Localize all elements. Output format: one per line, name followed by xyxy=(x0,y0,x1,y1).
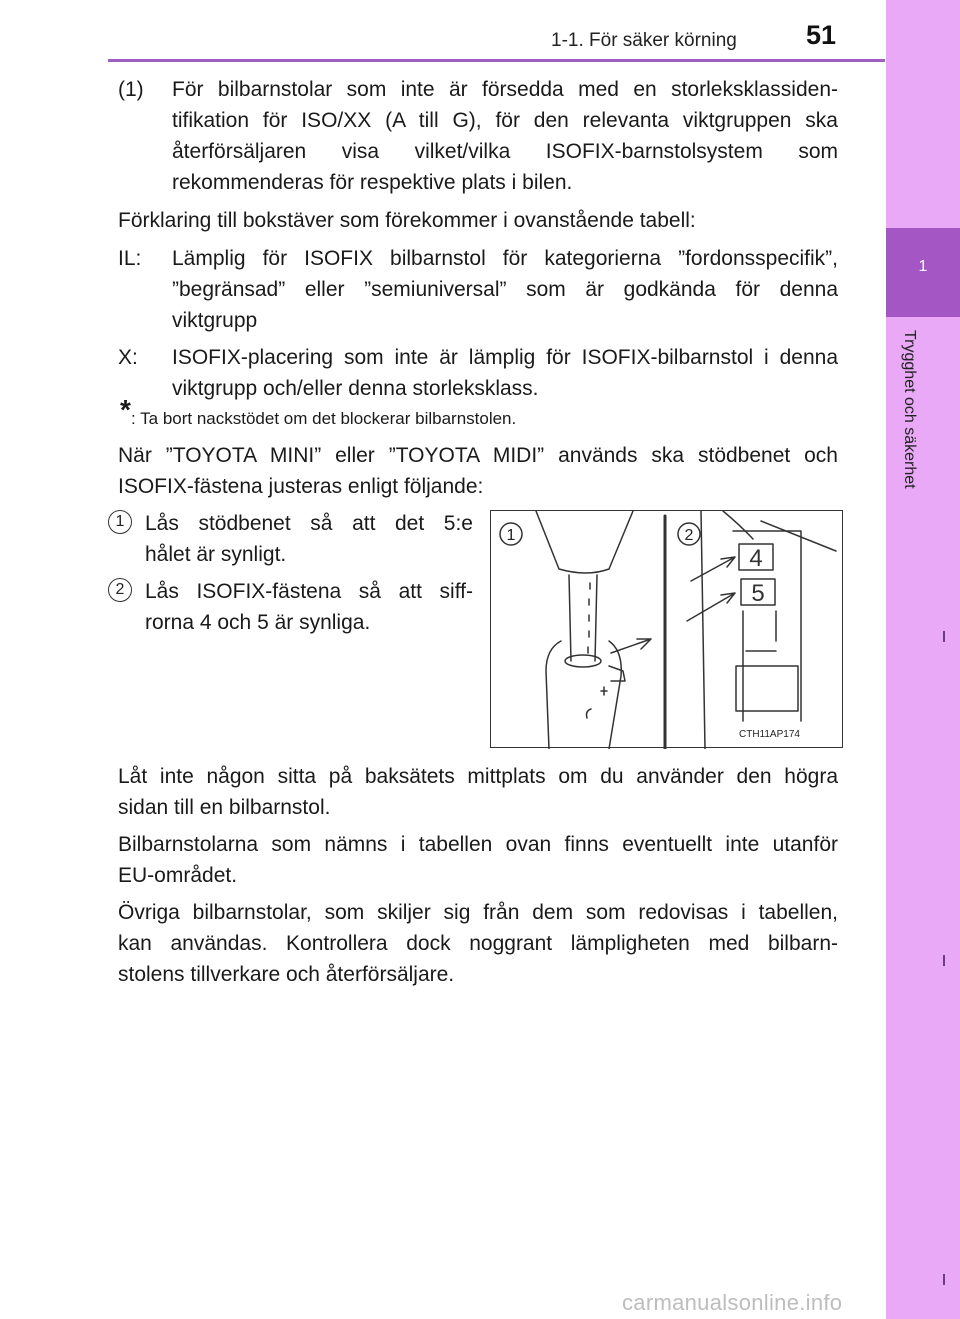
figure-code: CTH11AP174 xyxy=(739,729,800,740)
illustration-drawing xyxy=(491,511,844,749)
side-tab-tick xyxy=(943,1274,945,1285)
para3-line: stolens tillverkare och återförsäljare. xyxy=(118,963,455,986)
note1-line: För bilbarnstolar som inte är försedda med en storleksklassiden- xyxy=(172,78,838,101)
para1-line: sidan till en bilbarnstol. xyxy=(118,796,331,819)
step-number-2: 2 xyxy=(108,578,132,602)
para3-line: kan användas. Kontrollera dock noggrant lämpligheten med bilbarn- xyxy=(118,932,838,955)
step-line: Lås ISOFIX-fästena så att siff- xyxy=(145,580,473,603)
side-tab-label: Trygghet och säkerhet xyxy=(901,330,918,489)
x-key: X: xyxy=(118,346,138,369)
para2-line: Bilbarnstolarna som nämns i tabellen ovan finns eventuellt inte utanför xyxy=(118,833,838,856)
step-line: hålet är synligt. xyxy=(145,543,287,566)
x-line: viktgrupp och/eller denna storleksklass. xyxy=(172,377,539,400)
figure-callout-2: 2 xyxy=(684,527,694,544)
toyota-note-line: När ”TOYOTA MINI” eller ”TOYOTA MIDI” används ska stödbenet och xyxy=(118,444,838,467)
il-line: ”begränsad” eller ”semiuniversal” som är godkända för denna xyxy=(172,278,838,301)
header-rule xyxy=(108,59,885,62)
figure-digit-4: 4 xyxy=(749,545,763,572)
legend-intro: Förklaring till bokstäver som förekommer i ovanstående tabell: xyxy=(118,209,696,232)
il-line: viktgrupp xyxy=(172,309,258,332)
note1-line: återförsäljaren visa vilket/vilka ISOFIX-barnstolsystem som xyxy=(172,140,838,163)
note1-marker: (1) xyxy=(118,78,144,101)
toyota-note-line: ISOFIX-fästena justeras enligt följande: xyxy=(118,475,484,498)
header-section-title: 1-1. För säker körning xyxy=(551,30,737,51)
side-tab-tick xyxy=(943,631,945,642)
side-tab-strip xyxy=(886,0,960,1319)
figure-digit-5: 5 xyxy=(751,580,765,607)
footnote-mark: * xyxy=(120,394,131,425)
note1-line: tifikation för ISO/XX (A till G), för den relevanta viktgruppen ska xyxy=(172,109,838,132)
para2-line: EU-området. xyxy=(118,864,238,887)
figure-callout-1: 1 xyxy=(506,527,516,544)
para3-line: Övriga bilbarnstolar, som skiljer sig från dem som redovisas i tabellen, xyxy=(118,901,838,924)
page-number: 51 xyxy=(806,20,837,50)
step-number-1: 1 xyxy=(108,510,132,534)
illustration-figure xyxy=(490,510,843,748)
side-tab-number: 1 xyxy=(918,258,928,275)
note1-line: rekommenderas för respektive plats i bilen. xyxy=(172,171,573,194)
il-key: IL: xyxy=(118,247,142,270)
step-line: Lås stödbenet så att det 5:e xyxy=(145,512,473,535)
side-tab-tick xyxy=(943,955,945,966)
watermark: carmanualsonline.info xyxy=(622,1290,843,1315)
step-line: rorna 4 och 5 är synliga. xyxy=(145,611,371,634)
x-line: ISOFIX-placering som inte är lämplig för ISOFIX-bilbarnstol i denna xyxy=(172,346,838,369)
para1-line: Låt inte någon sitta på baksätets mittplats om du använder den högra xyxy=(118,765,838,788)
footnote-text: : Ta bort nackstödet om det blockerar bilbarnstolen. xyxy=(131,409,517,428)
il-line: Lämplig för ISOFIX bilbarnstol för kategorierna ”fordonsspecifik”, xyxy=(172,247,838,270)
